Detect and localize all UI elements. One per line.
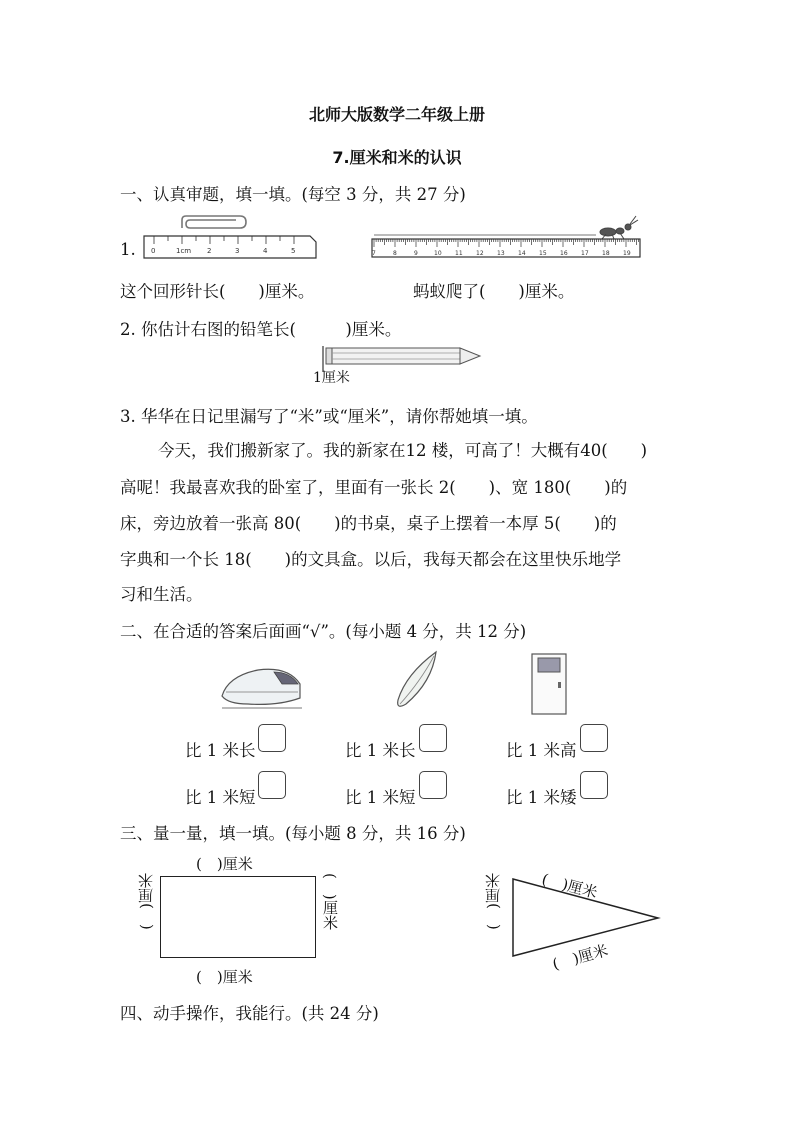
leaf-shorter-checkbox[interactable]: [419, 771, 447, 799]
door-shorter-checkbox[interactable]: [580, 771, 608, 799]
section4-heading: 四、动手操作，我能行。(共 24 分): [120, 1004, 379, 1023]
rect-top-answer[interactable]: ( )厘米: [196, 855, 253, 873]
rect-bottom-answer[interactable]: ( )厘米: [196, 968, 253, 986]
rect-left-answer[interactable]: ( )厘米: [137, 873, 155, 930]
section2-heading: 二、在合适的答案后面画“√”。(每小题 4 分，共 12 分): [120, 622, 527, 641]
ruler2-tick: 7: [372, 250, 376, 257]
option-label: 比 1 米长: [185, 741, 256, 760]
ruler2-tick: 19: [623, 250, 631, 257]
q1-number: 1.: [120, 240, 136, 259]
tri-bottom-answer[interactable]: ( )厘米: [550, 941, 610, 974]
diary-line: 今天，我们搬新家了。我的新家在12 楼，可高了！大概有40( ): [158, 441, 648, 460]
ruler1-tick: 3: [235, 247, 240, 255]
option-label: 比 1 米短: [345, 788, 416, 807]
option-label: 比 1 米矮: [506, 788, 577, 807]
leaf-longer-checkbox[interactable]: [419, 724, 447, 752]
ruler2-tick: 11: [455, 250, 463, 257]
ant-ruler: [370, 212, 642, 262]
diary-line: 床，旁边放着一张高 80( )的书桌，桌子上摆着一本厚 5( )的: [120, 514, 617, 533]
paperclip-ruler: [142, 214, 322, 262]
paperclip-icon: [182, 216, 246, 228]
door-taller-checkbox[interactable]: [580, 724, 608, 752]
ruler1-tick: 1cm: [176, 247, 192, 255]
ruler2-tick: 16: [560, 250, 568, 257]
rectangle-shape: [160, 876, 316, 958]
ruler1-tick: 0: [151, 247, 156, 255]
pencil-scale-label: 1厘米: [313, 370, 350, 386]
diary-line: 习和生活。: [120, 585, 203, 604]
q1-paperclip-question: 这个回形针长( )厘米。: [120, 282, 315, 301]
diary-line: 字典和一个长 18( )的文具盒。以后，我每天都会在这里快乐地学: [120, 550, 622, 569]
ruler2-tick: 17: [581, 250, 589, 257]
q2-question: 2. 你估计右图的铅笔长( )厘米。: [120, 320, 402, 339]
tri-top-answer[interactable]: ( )厘米: [539, 869, 600, 902]
ruler2-tick: 9: [414, 250, 418, 257]
rect-right-answer[interactable]: ( )厘米: [321, 873, 339, 930]
ruler2-tick: 13: [497, 250, 505, 257]
train-shorter-checkbox[interactable]: [258, 771, 286, 799]
leaf-icon: [392, 650, 442, 712]
ruler1-tick: 2: [207, 247, 212, 255]
ruler2-tick: 14: [518, 250, 526, 257]
q3-question: 3. 华华在日记里漏写了“米”或“厘米”，请你帮她填一填。: [120, 407, 538, 426]
ruler2-tick: 18: [602, 250, 610, 257]
ruler2-tick: 15: [539, 250, 547, 257]
book-title: 北师大版数学二年级上册: [308, 105, 485, 124]
option-label: 比 1 米长: [345, 741, 416, 760]
ruler1-tick: 4: [263, 247, 268, 255]
door-icon: [530, 652, 570, 716]
option-label: 比 1 米短: [185, 788, 256, 807]
tri-left-answer[interactable]: ( )厘米: [484, 873, 502, 930]
train-longer-checkbox[interactable]: [258, 724, 286, 752]
ruler1-tick: 5: [291, 247, 296, 255]
diary-line: 高呢！我最喜欢我的卧室了，里面有一张长 2( )、宽 180( )的: [120, 478, 628, 497]
ruler2-tick: 8: [393, 250, 397, 257]
unit-title: 7.厘米和米的认识: [332, 148, 462, 167]
ruler2-tick: 10: [434, 250, 442, 257]
section3-heading: 三、量一量，填一填。(每小题 8 分，共 16 分): [120, 824, 466, 843]
train-icon: [218, 662, 304, 712]
section1-heading: 一、认真审题，填一填。(每空 3 分，共 27 分): [120, 185, 466, 204]
q1-ant-question: 蚂蚁爬了( )厘米。: [413, 282, 575, 301]
ruler2-tick: 12: [476, 250, 484, 257]
pencil-icon: [332, 348, 460, 364]
ant-icon: [600, 216, 638, 239]
option-label: 比 1 米高: [506, 741, 577, 760]
